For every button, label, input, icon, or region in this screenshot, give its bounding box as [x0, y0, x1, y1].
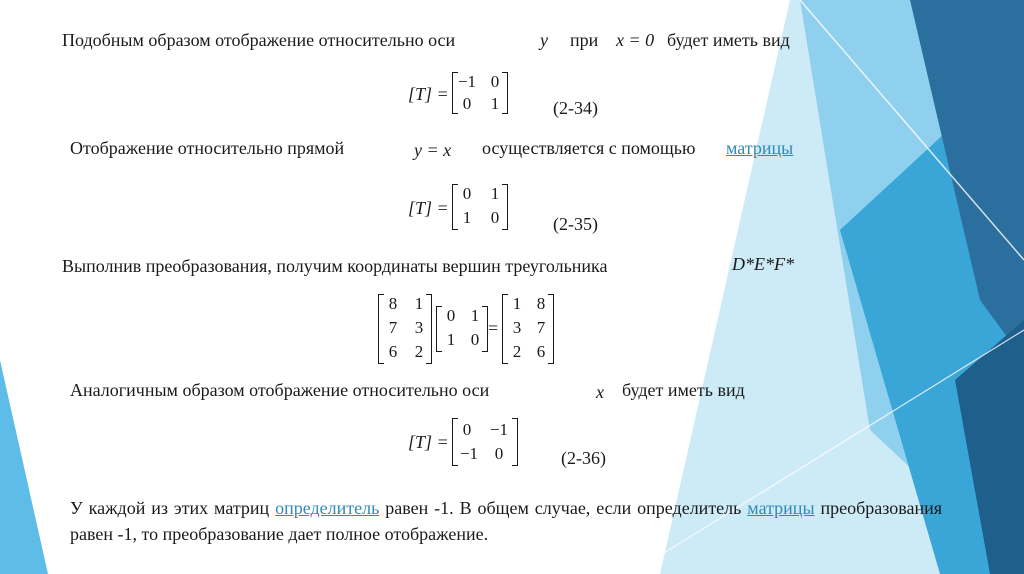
line3-text: Выполнив преобразования, получим координаты вершин треугольника: [62, 256, 608, 276]
left-triangle-decoration: [0, 360, 48, 574]
matrix-c-cell: 8: [536, 294, 546, 313]
eq35-cell: 1: [490, 184, 500, 203]
line3-math: D*E*F*: [732, 254, 794, 274]
line4-text-post: будет иметь вид: [622, 380, 745, 400]
line2-text-mid: осуществляется с помощью: [482, 138, 696, 158]
eq35-cell: 1: [462, 208, 472, 227]
matrix-a-cell: 7: [388, 318, 398, 337]
eq36-cell: −1: [489, 420, 509, 439]
matrix-b-cell: 0: [446, 306, 456, 325]
eq35-number: (2-35): [553, 214, 598, 234]
eq35-cell: 0: [490, 208, 500, 227]
matrix-a-cell: 2: [414, 342, 424, 361]
matrix-a-cell: 6: [388, 342, 398, 361]
eq35-right-bracket: [502, 184, 508, 230]
matrix-c-cell: 7: [536, 318, 546, 337]
eq36-cell: 0: [494, 444, 504, 463]
para-text-1: У каждой из этих матриц: [70, 498, 270, 518]
eq34-cell: −1: [457, 72, 477, 91]
para-text-2: равен -1. В общем случае, если определитель: [385, 498, 742, 518]
matrix-a-cell: 8: [388, 294, 398, 313]
matrix-a-cell: 1: [414, 294, 424, 313]
eq36-number: (2-36): [561, 448, 606, 468]
eq36-lhs: [T] =: [408, 432, 449, 452]
closing-paragraph: [70, 495, 942, 547]
eq34-right-bracket: [502, 72, 508, 114]
line1-text-pre: Подобным образом отображение относительно оси: [62, 30, 456, 50]
matrix-b-cell: 1: [446, 330, 456, 349]
matrix-c-cell: 3: [512, 318, 522, 337]
matrix-equals-sign: =: [488, 318, 499, 338]
eq34-lhs: [T] =: [408, 84, 449, 104]
eq36-cell: −1: [459, 444, 479, 463]
eq34-cell: 0: [490, 72, 500, 91]
matrix-c-cell: 6: [536, 342, 546, 361]
eq34-cell: 1: [490, 94, 500, 113]
line2-math: y = x: [414, 140, 452, 160]
link-matrices-2[interactable]: матрицы: [747, 498, 815, 518]
line1-axis-y: y: [540, 30, 548, 50]
link-matrices[interactable]: матрицы: [726, 138, 794, 158]
para-text-3: преобразования равен -1, то преобразование дает полное отображение.: [70, 498, 943, 544]
eq35-cell: 0: [462, 184, 472, 203]
link-determinant[interactable]: определитель: [275, 498, 380, 518]
matrix-b-cell: 0: [470, 330, 480, 349]
line4-text-pre: Аналогичным образом отображение относительно оси: [70, 380, 490, 400]
matrix-a-right-bracket: [426, 294, 432, 364]
eq35-lhs: [T] =: [408, 198, 449, 218]
line1-text-post: будет иметь вид: [667, 30, 790, 50]
matrix-c-cell: 2: [512, 342, 522, 361]
matrix-c-cell: 1: [512, 294, 522, 313]
eq36-cell: 0: [462, 420, 472, 439]
line2-text-pre: Отображение относительно прямой: [70, 138, 345, 158]
eq34-cell: 0: [462, 94, 472, 113]
eq36-right-bracket: [512, 418, 518, 466]
matrix-a-cell: 3: [414, 318, 424, 337]
line1-text-mid: при: [570, 30, 599, 50]
line1-condition: x = 0: [616, 30, 655, 50]
eq34-number: (2-34): [553, 98, 598, 118]
line4-axis-x: x: [596, 382, 604, 402]
matrix-b-cell: 1: [470, 306, 480, 325]
matrix-c-right-bracket: [548, 294, 554, 364]
